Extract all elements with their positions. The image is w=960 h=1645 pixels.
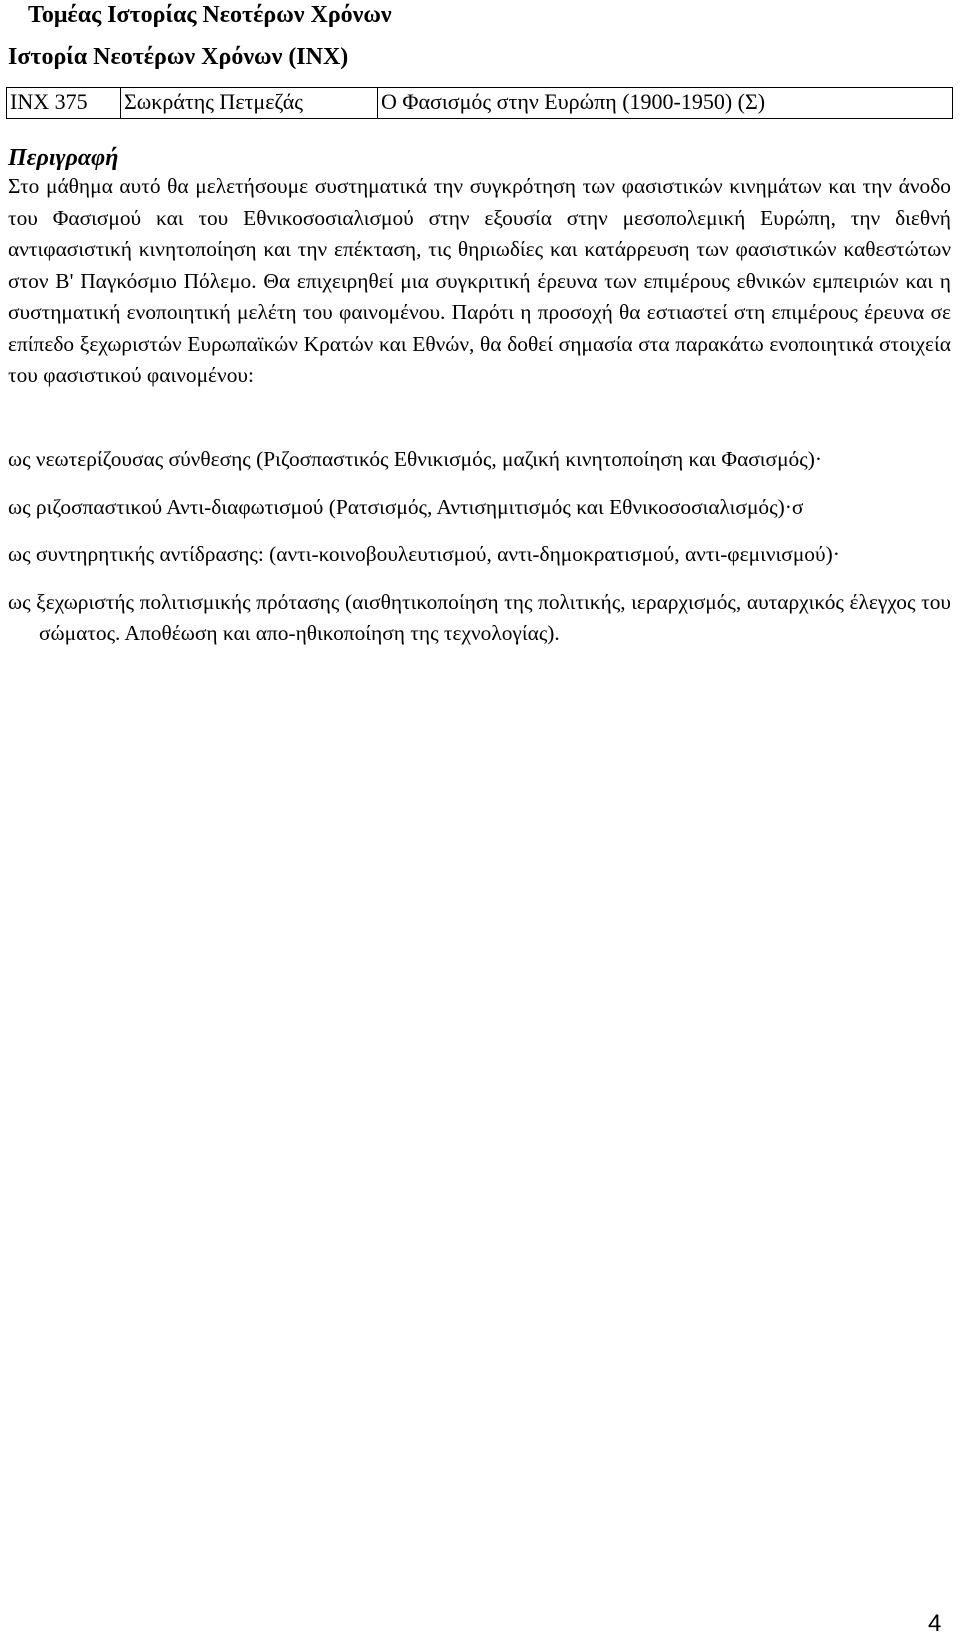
course-table	[6, 87, 953, 119]
description-paragraph: Στο μάθημα αυτό θα μελετήσουμε συστηματικά την συγκρότηση των φασιστικών κινημάτων και την άνοδο του Φασισμού και του Εθνικοσοσιαλισμού στην εξουσία στην μεσοπολεμική Ευρώπη, την διεθνή αντιφασιστική κινητοποίηση και την επέκταση, τις θηριωδίες και κατάρρευση των φασιστικών καθεστώτων στον Β' Παγκόσμιο Πόλεμο. Θα επιχειρηθεί μια συγκριτική έρευνα των επιμέρους εθνικών εμπειριών και η συστηματική ενοποιητική μελέτη του φαινομένου. Παρότι η προσοχή θα εστιαστεί στη επιμέρους έρευνα σε επίπεδο ξεχωριστών Ευρωπαϊκών Κρατών και Εθνών, θα δοθεί σημασία στα παρακάτω ενοποιητικά στοιχεία του φασιστικού φαινομένου:	[8, 174, 951, 387]
page-number: 4	[928, 1610, 942, 1637]
course-row	[7, 88, 953, 119]
department-heading: Τομέας Ιστορίας Νεοτέρων Χρόνων	[28, 2, 392, 28]
course-title: Ο Φασισμός στην Ευρώπη (1900-1950) (Σ)	[378, 88, 953, 119]
description-label: Περιγραφή	[8, 145, 119, 171]
list-item: ως νεωτερίζουσας σύνθεσης (Ριζοσπαστικός Εθνικισμός, μαζική κινητοποίηση και Φασισμός)·	[8, 447, 822, 471]
list-item: ως ριζοσπαστικού Αντι-διαφωτισμού (Ρατσισμός, Αντισημιτισμός και Εθνικοσοσιαλισμός)·σ	[8, 494, 804, 519]
themes-list	[8, 444, 951, 666]
section-heading: Ιστορία Νεοτέρων Χρόνων (ΙΝΧ)	[8, 44, 349, 70]
list-item: ως ξεχωριστής πολιτισμικής πρότασης (αισθητικοποίηση της πολιτικής, ιεραρχισμός, αυταρχικός έλεγχος του σώματος. Αποθέωση και απο-ηθικοποίηση της τεχνολογίας).	[8, 589, 951, 645]
list-item: ως συντηρητικής αντίδρασης: (αντι-κοινοβουλευτισμού, αντι-δημοκρατισμού, αντι-φεμινισμού)·	[8, 542, 840, 566]
course-instructor: Σωκράτης Πετμεζάς	[121, 88, 378, 119]
course-code: ΙΝΧ 375	[7, 88, 121, 119]
description-body	[8, 171, 951, 392]
